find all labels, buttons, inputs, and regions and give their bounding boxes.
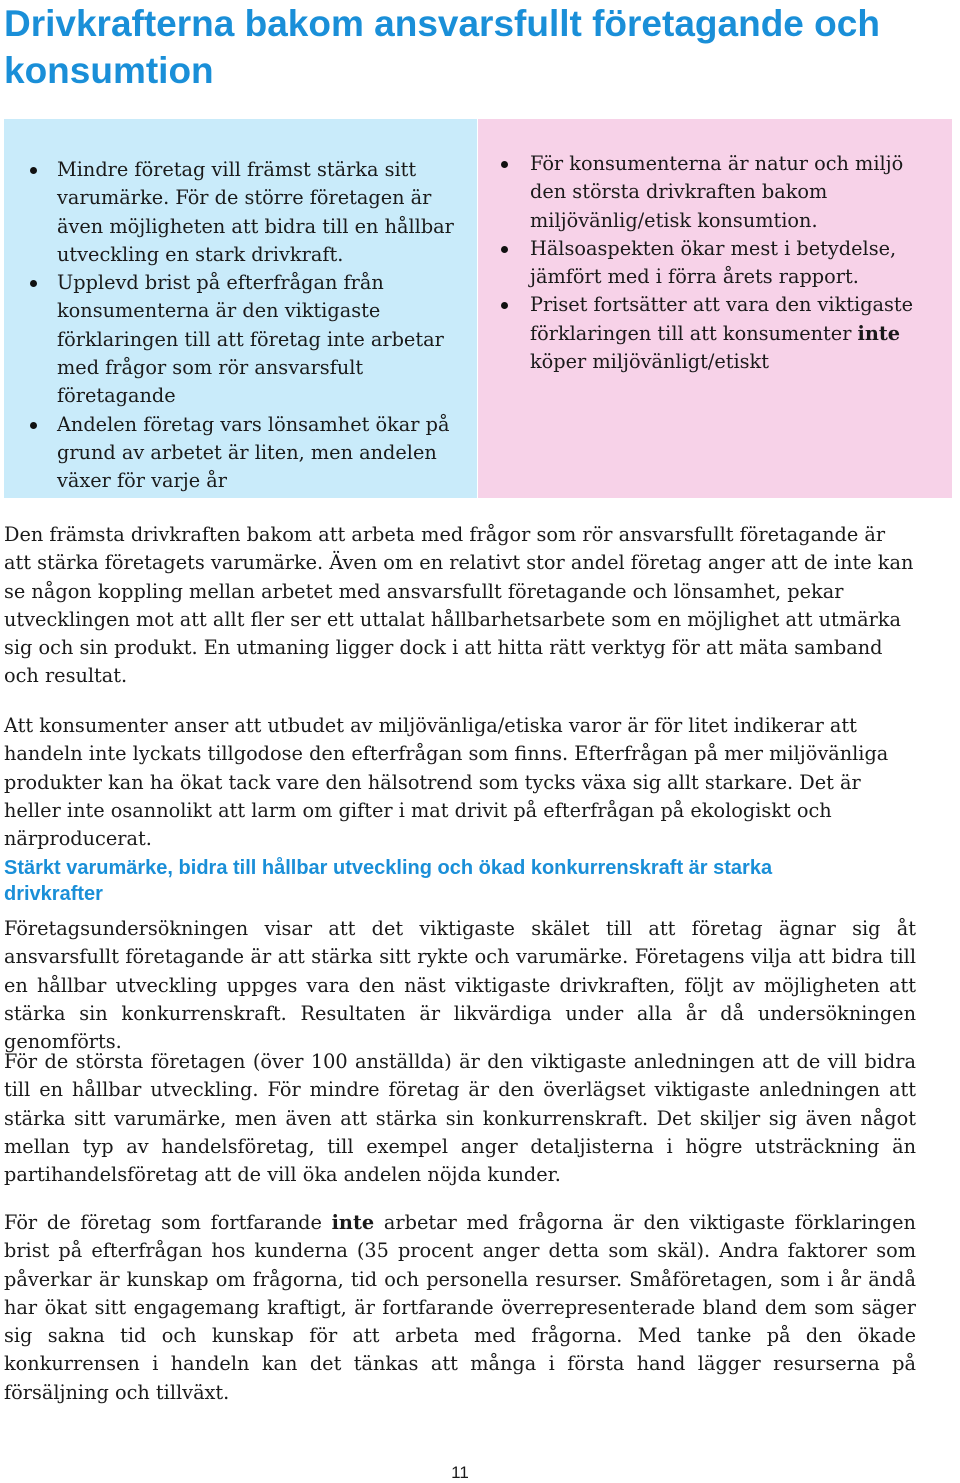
summary-box-consumers <box>478 119 952 498</box>
paragraph-barriers <box>4 1209 916 1407</box>
section-subheading: Stärkt varumärke, bidra till hållbar utveckling och ökad konkurrenskraft är starka drivkrafter <box>4 857 773 905</box>
list-item: Hälsoaspekten ökar mest i betydelse, jämfört med i förra årets rapport. <box>478 235 938 292</box>
summary-list-companies <box>4 156 464 496</box>
paragraph-company-size: För de största företagen (över 100 anställda) är den viktigaste anledningen att de vill bidra till en hållbar utveckling. För mindre företag är den överlägset viktigaste anledningen att stärka sitt varumärke, men även att stärka sin konkurrenskraft. Det skiljer sig även något mellan typ av handelsföretag, till exempel anger detaljisterna i högre utsträckning än partihandelsföretag att de vill öka andelen nöjda kunder. <box>4 1050 916 1187</box>
page-number: 11 <box>451 1463 469 1482</box>
list-item: För konsumenterna är natur och miljö den största drivkraften bakom miljövänlig/etisk konsumtion. <box>478 150 938 235</box>
list-item: Andelen företag vars lönsamhet ökar på grund av arbetet är liten, men andelen växer för varje år <box>4 411 464 496</box>
summary-box-companies <box>4 119 477 498</box>
list-item: Upplevd brist på efterfrågan från konsumenterna är den viktigaste förklaringen till att företag inte arbetar med frågor som rör ansvarsfult företagande <box>4 269 464 410</box>
paragraph-drivers: Den främsta drivkraften bakom att arbeta med frågor som rör ansvarsfullt företagande är att stärka företagets varumärke. Även om en relativt stor andel företag anger att de inte kan se någon koppling mellan arbetet med ansvarsfullt företagande och lönsamhet, pekar utvecklingen mot att allt fler ser ett uttalat hållbarhetsarbete som en möjlighet att utmärka sig och sin produkt. En utmaning ligger dock i att hitta rätt verktyg för att mäta samband och resultat. <box>4 523 914 688</box>
paragraph-consumer-supply: Att konsumenter anser att utbudet av miljövänliga/etiska varor är för litet indikerar att handeln inte lyckats tillgodose den efterfrågan som finns. Efterfrågan på mer miljövänliga produkter kan ha ökat tack vare den hälsotrend som tycks växa sig allt starkare. Det är heller inte osannolikt att larm om gifter i mat drivit på efterfrågan på ekologiskt och närproducerat. <box>4 714 889 851</box>
list-item: Mindre företag vill främst stärka sitt varumärke. För de större företagen är även möjligheten att bidra till en hållbar utveckling en stark drivkraft. <box>4 156 464 269</box>
emphasis-text: inte <box>857 321 901 345</box>
summary-list-consumers <box>478 150 938 376</box>
paragraph-text: För de företag som fortfarande <box>4 1211 332 1234</box>
page-title: Drivkrafterna bakom ansvarsfullt företagande och konsumtion <box>4 3 880 91</box>
paragraph-survey-results: Företagsundersökningen visar att det viktigaste skälet till att företag ägnar sig åt ansvarsfullt företagande är att stärka sitt rykte och varumärke. Företagens vilja att bidra till en hållbar utveckling uppges vara den näst viktigaste drivkraften, följt av möjligheten att stärka sin konkurrenskraft. Resultaten är likvärdiga under alla år då undersökningen genomförts. <box>4 917 916 1054</box>
list-item-text: Priset fortsätter att vara den viktigaste förklaringen till att konsumenter <box>530 293 914 345</box>
list-item <box>478 291 938 376</box>
emphasis-text: inte <box>331 1211 375 1234</box>
paragraph-text: arbetar med frågorna är den viktigaste förklaringen brist på efterfrågan hos kunderna (35 procent anger detta som skäl). Andra faktorer som påverkar är kunskap om frågorna, tid och personella resurser. Småföretagen, som i år ändå har ökat sitt engagemang kraftigt, är fortfarande överrepresenterade bland dem som säger sig sakna tid och kunskap för att arbeta med frågorna. Med tanke på den ökade konkurrensen i handeln kan det tänkas att många i första hand lägger resurserna på försäljning och tillväxt. <box>4 1211 916 1404</box>
list-item-text: köper miljövänligt/etiskt <box>530 350 769 374</box>
